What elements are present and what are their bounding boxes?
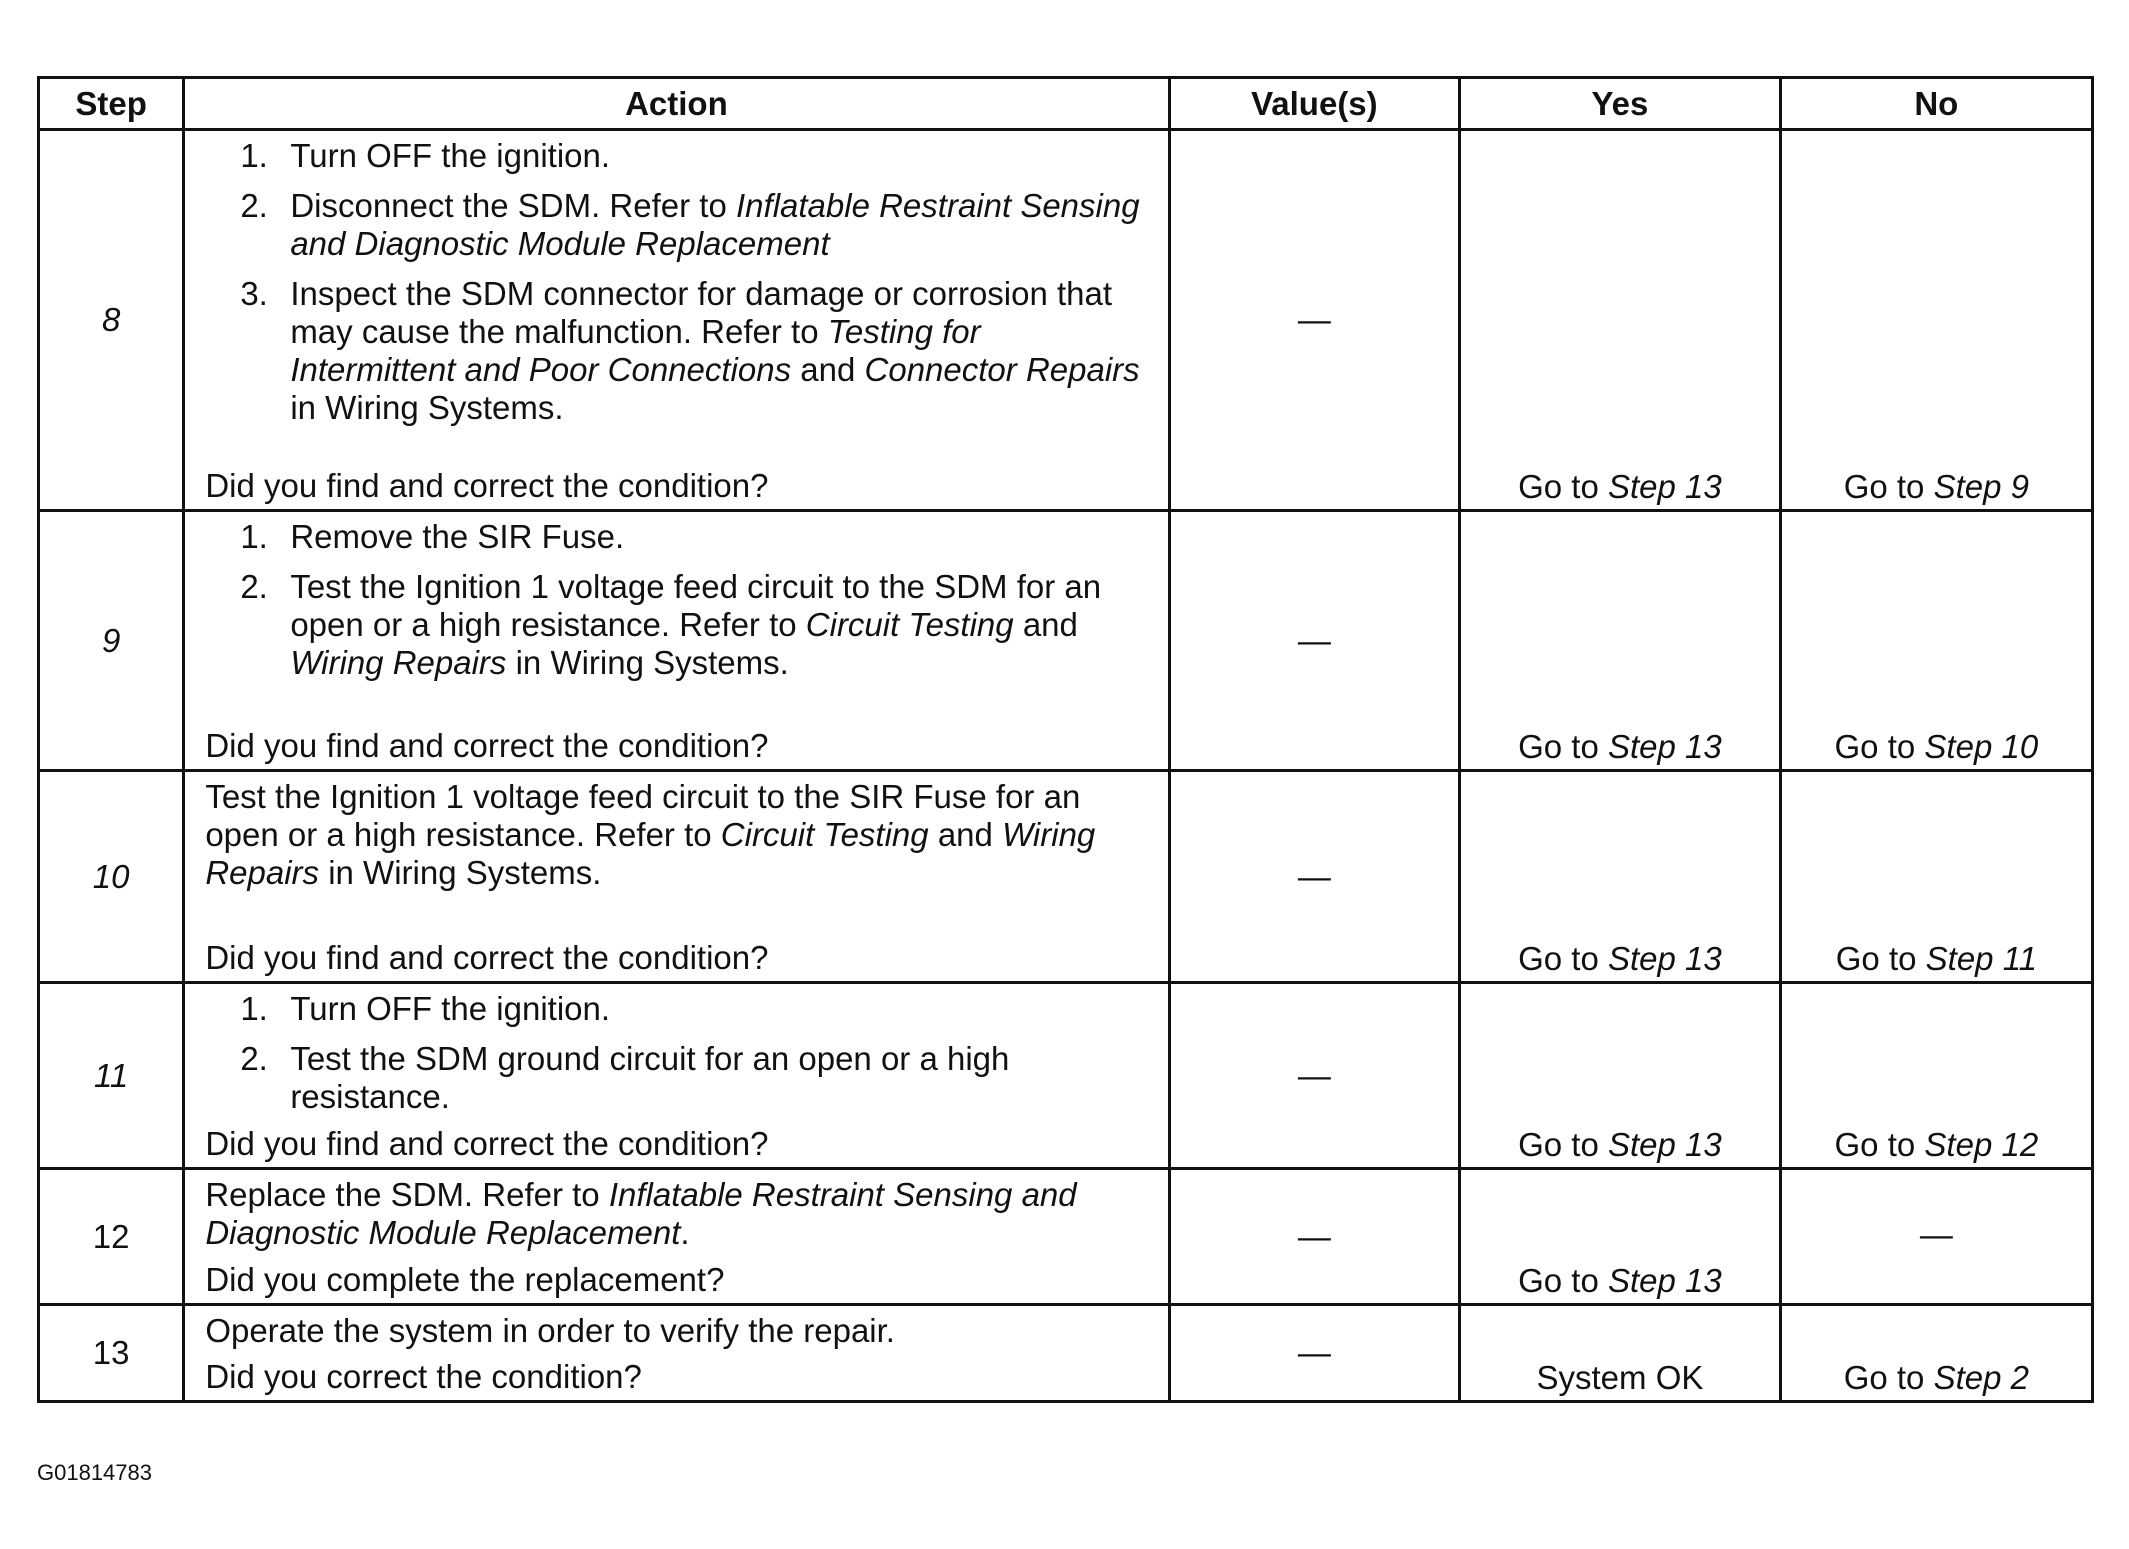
- list-item: [205, 1040, 1147, 1116]
- action-content: [185, 984, 1167, 1167]
- yes-text: Go to: [1518, 1262, 1608, 1299]
- value-cell: —: [1169, 983, 1460, 1169]
- table-row: [39, 1305, 2093, 1402]
- header-step: Step: [39, 78, 184, 130]
- no-cell: [1780, 511, 2092, 771]
- action-content: [185, 1306, 1167, 1400]
- action-paragraph: [205, 778, 1147, 892]
- list-item-number: 2.: [240, 187, 268, 224]
- yes-text: Go to: [1518, 940, 1608, 977]
- list-item-number: 2.: [240, 568, 268, 605]
- yes-text: System OK: [1536, 1359, 1704, 1396]
- action-paragraph: [205, 1176, 1147, 1252]
- action-question: Did you correct the condition?: [205, 1358, 642, 1395]
- no-text: Go to: [1834, 1126, 1925, 1163]
- no-text: Go to: [1843, 1359, 1934, 1396]
- no-text: Go to: [1843, 468, 1934, 505]
- instruction-text: Disconnect the SDM. Refer to: [290, 187, 736, 224]
- action-cell: [184, 771, 1169, 983]
- instruction-text: and: [791, 351, 865, 388]
- no-cell: [1780, 983, 2092, 1169]
- yes-step-ref: Step 13: [1608, 940, 1722, 977]
- step-number: 10: [39, 771, 184, 983]
- table-body: [39, 130, 2093, 1402]
- instruction-text: in Wiring Systems.: [290, 389, 564, 426]
- action-list: [205, 137, 1147, 427]
- reference-link-text: Inflatable Restraint Sensing and Diagnostic Module Replacement: [205, 1176, 1077, 1251]
- action-question: Did you find and correct the condition?: [205, 467, 769, 504]
- instruction-text: in Wiring Systems.: [319, 854, 602, 891]
- action-cell: [184, 511, 1169, 771]
- yes-cell: [1460, 771, 1781, 983]
- instruction-text: Turn OFF the ignition.: [290, 137, 611, 174]
- no-step-ref: Step 2: [1933, 1359, 2029, 1396]
- action-list: [205, 990, 1147, 1116]
- table-row: [39, 130, 2093, 511]
- action-question: Did you find and correct the condition?: [205, 727, 769, 764]
- list-item-number: 1.: [240, 137, 268, 174]
- action-content: [185, 1170, 1167, 1303]
- reference-link-text: Wiring Repairs: [205, 816, 1096, 891]
- no-cell: [1780, 130, 2092, 511]
- instruction-text: in Wiring Systems.: [506, 644, 789, 681]
- list-item-number: 3.: [240, 275, 268, 312]
- reference-link-text: Circuit Testing: [805, 606, 1014, 643]
- instruction-text: Test the SDM ground circuit for an open or a high resistance.: [290, 1040, 1010, 1115]
- no-text: Go to: [1834, 728, 1925, 765]
- list-item: [205, 518, 1147, 556]
- action-content: [185, 772, 1167, 981]
- list-item-number: 1.: [240, 518, 268, 555]
- instruction-text: and: [1013, 606, 1078, 643]
- no-cell: [1780, 1169, 2092, 1305]
- table-row: [39, 1169, 2093, 1305]
- list-item: [205, 990, 1147, 1028]
- instruction-text: Turn OFF the ignition.: [290, 990, 611, 1027]
- no-cell: [1780, 771, 2092, 983]
- action-content: [185, 131, 1167, 509]
- list-item-number: 1.: [240, 990, 268, 1027]
- yes-cell: [1460, 511, 1781, 771]
- instruction-text: Operate the system in order to verify the repair.: [205, 1312, 895, 1349]
- action-cell: [184, 983, 1169, 1169]
- list-item-number: 2.: [240, 1040, 268, 1077]
- yes-step-ref: Step 13: [1608, 468, 1722, 505]
- list-item: [205, 187, 1147, 263]
- no-step-ref: Step 10: [1924, 728, 2039, 765]
- action-question: Did you find and correct the condition?: [205, 939, 769, 976]
- header-action: Action: [184, 78, 1169, 130]
- yes-cell: [1460, 983, 1781, 1169]
- no-step-ref: Step 9: [1933, 468, 2029, 505]
- yes-step-ref: Step 13: [1608, 728, 1722, 765]
- no-step-ref: Step 11: [1925, 940, 2037, 977]
- value-cell: —: [1169, 1169, 1460, 1305]
- figure-id: G01814783: [37, 1460, 152, 1485]
- reference-link-text: Connector Repairs: [864, 351, 1140, 388]
- yes-cell: [1460, 1305, 1781, 1402]
- yes-step-ref: Step 13: [1608, 1262, 1722, 1299]
- no-text: Go to: [1835, 940, 1926, 977]
- yes-text: Go to: [1518, 468, 1608, 505]
- table-row: [39, 511, 2093, 771]
- instruction-text: .: [680, 1214, 690, 1251]
- action-content: [185, 512, 1167, 769]
- reference-link-text: Wiring Repairs: [290, 644, 507, 681]
- reference-link-text: Testing for Intermittent and Poor Connections: [290, 313, 981, 388]
- step-number: 9: [39, 511, 184, 771]
- yes-text: Go to: [1518, 1126, 1608, 1163]
- yes-cell: [1460, 130, 1781, 511]
- value-cell: —: [1169, 771, 1460, 983]
- list-item: [205, 275, 1147, 427]
- list-item: [205, 137, 1147, 175]
- diagnostic-table: [37, 76, 2094, 1403]
- instruction-text: Test the Ignition 1 voltage feed circuit to the SIR Fuse for an open or a high resistance. Refer to: [205, 778, 1081, 853]
- header-yes: Yes: [1460, 78, 1781, 130]
- value-cell: —: [1169, 511, 1460, 771]
- instruction-text: Remove the SIR Fuse.: [290, 518, 625, 555]
- yes-step-ref: Step 13: [1608, 1126, 1722, 1163]
- instruction-text: Replace the SDM. Refer to: [205, 1176, 609, 1213]
- reference-link-text: Inflatable Restraint Sensing and Diagnostic Module Replacement: [290, 187, 1140, 262]
- table-row: [39, 983, 2093, 1169]
- header-row: [39, 78, 2093, 130]
- reference-link-text: Circuit Testing: [720, 816, 929, 853]
- list-item: [205, 568, 1147, 682]
- instruction-text: and: [928, 816, 1003, 853]
- action-list: [205, 518, 1147, 682]
- action-question: Did you complete the replacement?: [205, 1261, 725, 1298]
- value-cell: —: [1169, 1305, 1460, 1402]
- instruction-text: Test the Ignition 1 voltage feed circuit to the SDM for an open or a high resistance. Refer to: [290, 568, 1102, 643]
- yes-cell: [1460, 1169, 1781, 1305]
- action-cell: [184, 1169, 1169, 1305]
- step-number: 13: [39, 1305, 184, 1402]
- header-no: No: [1780, 78, 2092, 130]
- yes-text: Go to: [1518, 728, 1608, 765]
- action-question: Did you find and correct the condition?: [205, 1125, 769, 1162]
- value-cell: —: [1169, 130, 1460, 511]
- no-cell: [1780, 1305, 2092, 1402]
- action-cell: [184, 1305, 1169, 1402]
- step-number: 11: [39, 983, 184, 1169]
- table-row: [39, 771, 2093, 983]
- step-number: 8: [39, 130, 184, 511]
- no-text: —: [1919, 1216, 1953, 1253]
- step-number: 12: [39, 1169, 184, 1305]
- action-paragraph: [205, 1312, 1147, 1350]
- action-cell: [184, 130, 1169, 511]
- diagnostic-table-container: [37, 76, 2094, 1403]
- instruction-text: Inspect the SDM connector for damage or corrosion that may cause the malfunction. Refer to: [290, 275, 1113, 350]
- header-values: Value(s): [1169, 78, 1460, 130]
- no-step-ref: Step 12: [1924, 1126, 2039, 1163]
